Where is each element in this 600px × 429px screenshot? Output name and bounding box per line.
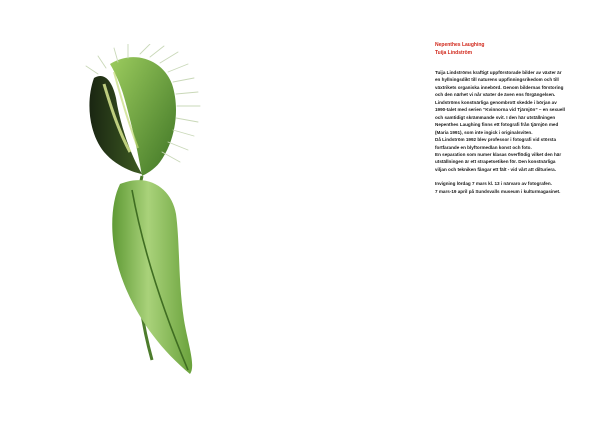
- description-line: Tuija Lindströms kraftigt uppförstorade bilder av växter är: [435, 70, 562, 75]
- opening-line: Invigning lördag 7 mars kl. 13 i närvaro av fotografen.: [435, 181, 552, 187]
- event-info: [435, 180, 585, 195]
- description-line: och samtidigt skrämmande svit. I den här utställningen: [435, 114, 556, 120]
- description-line: Lindströms konstnärliga genombrott skedde i början av: [435, 99, 557, 105]
- description-line: viljan och tekniken fångar ett fält - vid vårt att dilturiera.: [435, 166, 556, 172]
- paragraph-gap: [435, 173, 585, 180]
- description-line: växtrikets organiska innebörd. Genom bildernas förstoring: [435, 84, 564, 90]
- description-line: Då Lindström 1992 blev professor i fotografi vid största: [435, 137, 556, 143]
- description-line: utställningen är ett strapetsetiken för. Den konstnärliga: [435, 159, 556, 165]
- description-line: en hyllningsdikt till naturens uppfinningsrikedom och till: [435, 77, 559, 83]
- description-line: (Maria 1991), som inte ingick i originalsviten.: [435, 129, 533, 135]
- article-text: [435, 41, 585, 195]
- description-line: Nepenthes Laughing finns ett fotografi från tjärnjön med: [435, 122, 559, 128]
- dates-line: 7 mars-19 april på Sundsvalls museum i kulturmagasinet.: [435, 188, 561, 194]
- description-line: och den närhet vi når växter de även ens förgängelsen.: [435, 92, 556, 98]
- description-line: 1990-talet med serien “Kvinnorna vid Tjärnjön” – en sexuell: [435, 107, 565, 113]
- description-paragraph: [435, 69, 585, 173]
- description-line: En separation som numer klasas överflödig vilket den här: [435, 151, 562, 157]
- artist-name: Tuija Lindström: [435, 50, 473, 56]
- venus-flytrap-icon: [80, 44, 210, 378]
- exhibition-title: Nepenthes Laughing: [435, 42, 485, 48]
- description-line: fortfarande en blyftormedlan konst och foto.: [435, 144, 532, 150]
